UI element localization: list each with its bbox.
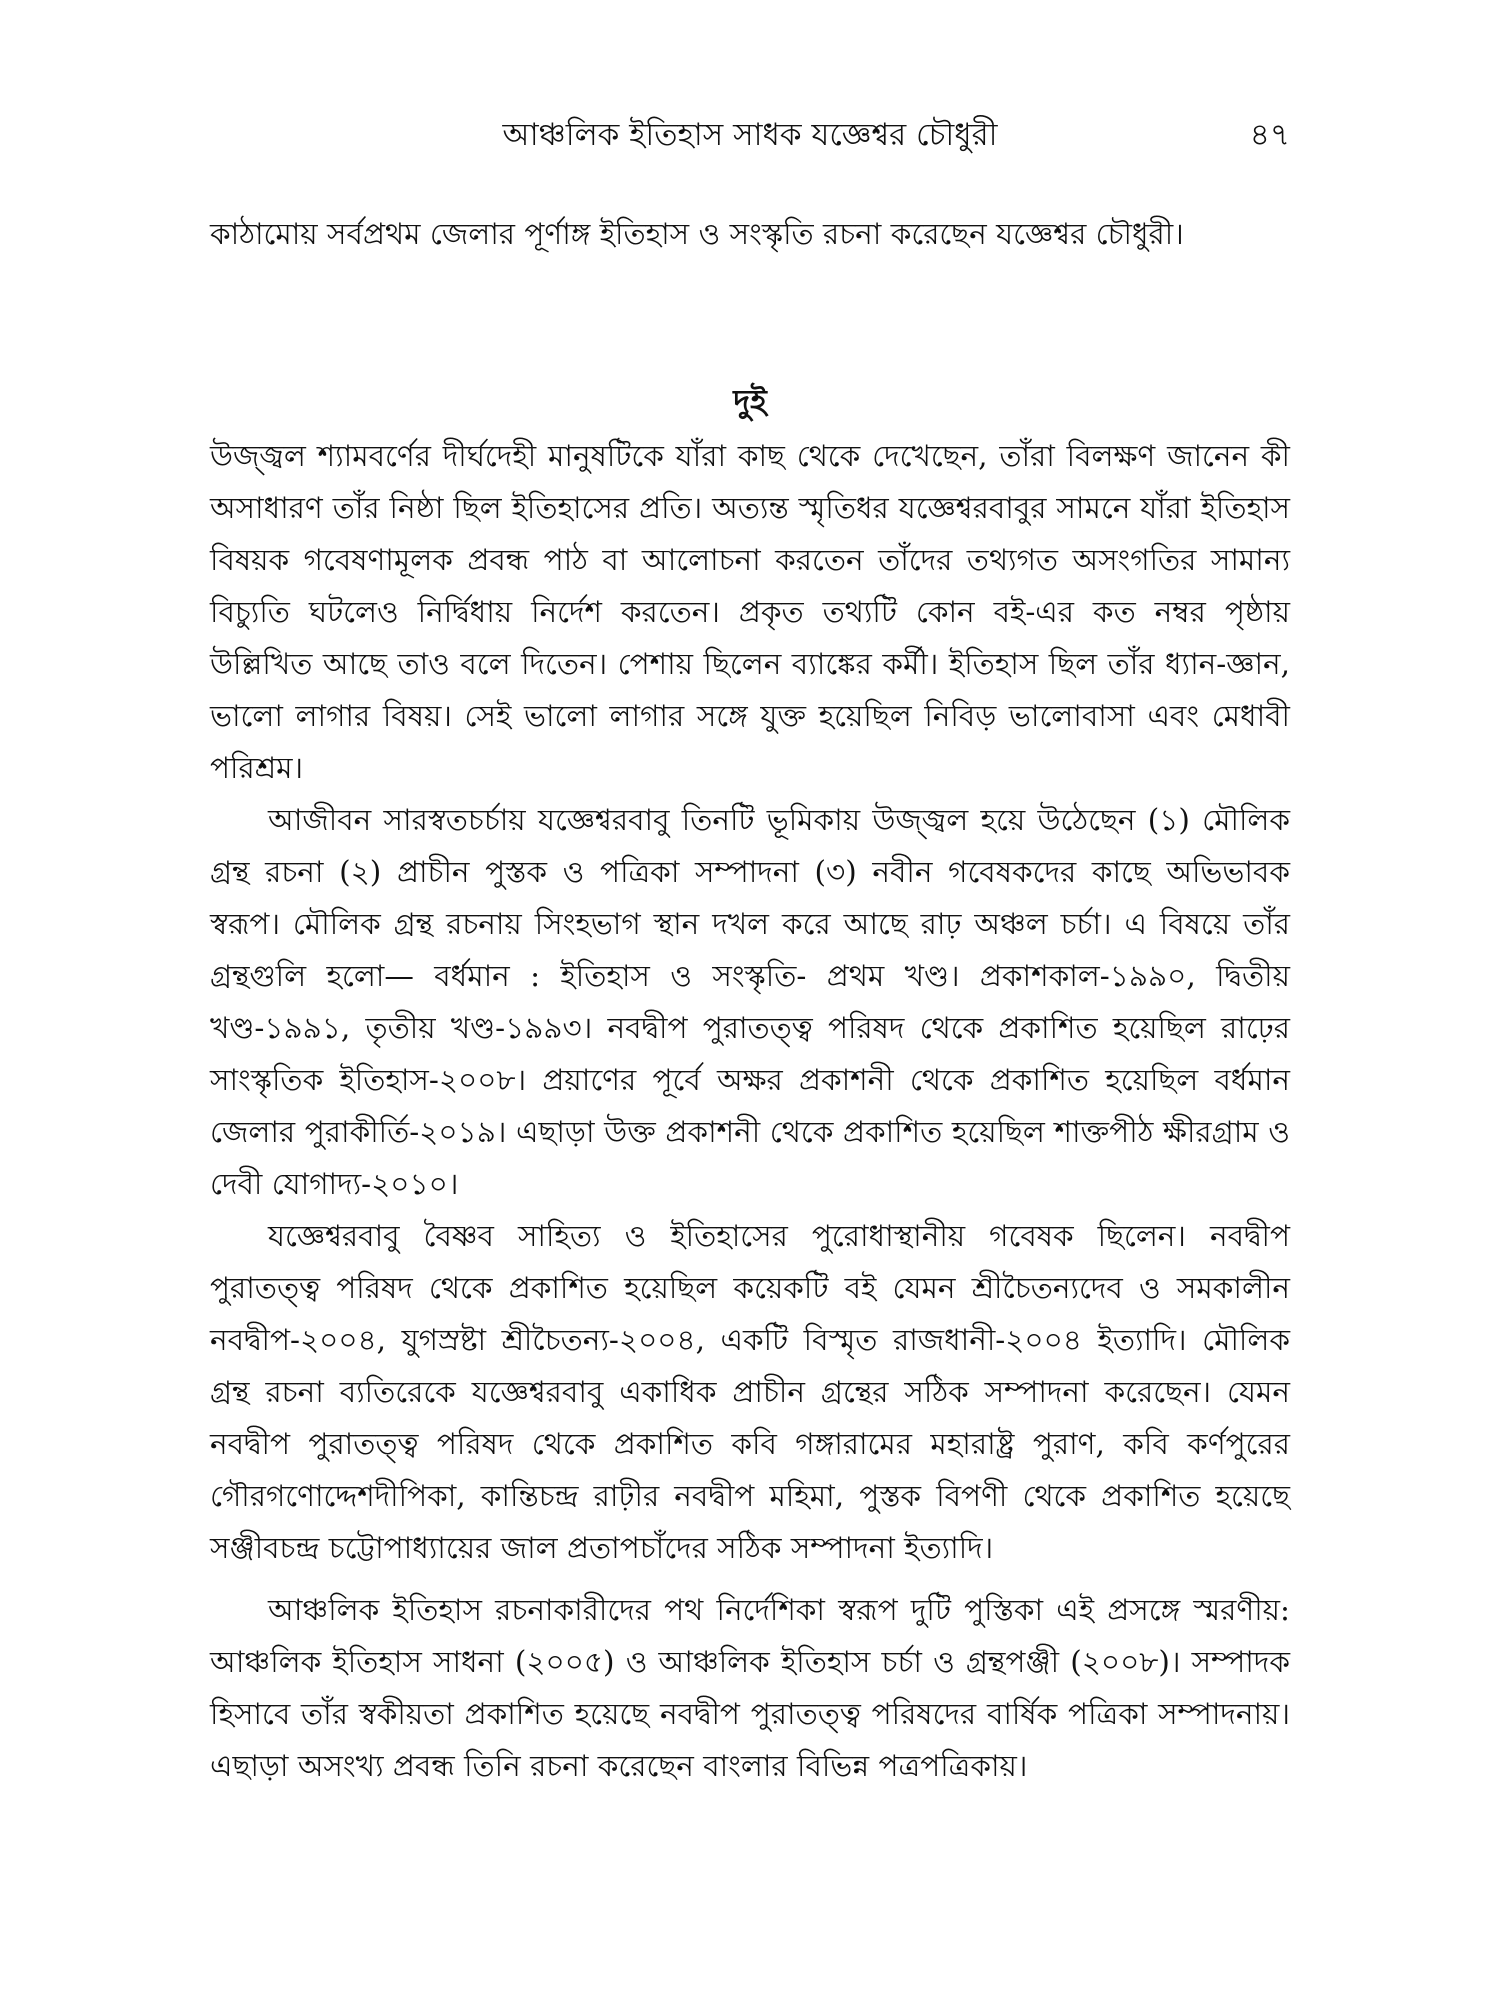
running-header	[210, 110, 1290, 160]
paragraph-2: আজীবন সারস্বতচর্চায় যজ্ঞেশ্বরবাবু তিনটি ভূমিকায় উজ্জ্বল হয়ে উঠেছেন (১) মৌলিক গ্রন্থ রচনা (২) প্রাচীন পুস্তক ও পত্রিকা সম্পাদনা (৩) নবীন গবেষকদের কাছে অভিভাবক স্বরূপ। মৌলিক গ্রন্থ রচনায় সিংহভাগ স্থান দখল করে আছে রাঢ় অঞ্চল চর্চা। এ বিষয়ে তাঁর গ্রন্থগুলি হলো— বর্ধমান : ইতিহাস ও সংস্কৃতি- প্রথম খণ্ড। প্রকাশকাল-১৯৯০, দ্বিতীয় খণ্ড-১৯৯১, তৃতীয় খণ্ড-১৯৯৩। নবদ্বীপ পুরাতত্ত্ব পরিষদ থেকে প্রকাশিত হয়েছিল রাঢ়ের সাংস্কৃতিক ইতিহাস-২০০৮। প্রয়াণের পূর্বে অক্ষর প্রকাশনী থেকে প্রকাশিত হয়েছিল বর্ধমান জেলার পুরাকীর্তি-২০১৯। এছাড়া উক্ত প্রকাশনী থেকে প্রকাশিত হয়েছিল শাক্তপীঠ ক্ষীরগ্রাম ও দেবী যোগাদ্য-২০১০।	[210, 803, 1290, 1201]
main-text-block	[210, 430, 1290, 1792]
paragraph-4: আঞ্চলিক ইতিহাস রচনাকারীদের পথ নির্দেশিকা স্বরূপ দুটি পুস্তিকা এই প্রসঙ্গে স্মরণীয়: আঞ্চলিক ইতিহাস সাধনা (২০০৫) ও আঞ্চলিক ইতিহাস চর্চা ও গ্রন্থপঞ্জী (২০০৮)। সম্পাদক হিসাবে তাঁর স্বকীয়তা প্রকাশিত হয়েছে নবদ্বীপ পুরাতত্ত্ব পরিষদের বার্ষিক পত্রিকা সম্পাদনায়। এছাড়া অসংখ্য প্রবন্ধ তিনি রচনা করেছেন বাংলার বিভিন্ন পত্রপত্রিকায়।	[210, 1593, 1290, 1783]
page-number: ৪৭	[1249, 117, 1290, 153]
paragraph-3: যজ্ঞেশ্বরবাবু বৈষ্ণব সাহিত্য ও ইতিহাসের পুরোধাস্থানীয় গবেষক ছিলেন। নবদ্বীপ পুরাতত্ত্ব পরিষদ থেকে প্রকাশিত হয়েছিল কয়েকটি বই যেমন শ্রীচৈতন্যদেব ও সমকালীন নবদ্বীপ-২০০৪, যুগস্রষ্টা শ্রীচৈতন্য-২০০৪, একটি বিস্মৃত রাজধানী-২০০৪ ইত্যাদি। মৌলিক গ্রন্থ রচনা ব্যতিরেকে যজ্ঞেশ্বরবাবু একাধিক প্রাচীন গ্রন্থের সঠিক সম্পাদনা করেছেন। যেমন নবদ্বীপ পুরাতত্ত্ব পরিষদ থেকে প্রকাশিত কবি গঙ্গারামের মহারাষ্ট্র পুরাণ, কবি কর্ণপুরের গৌরগণোদ্দেশদীপিকা, কান্তিচন্দ্র রাঢ়ীর নবদ্বীপ মহিমা, পুস্তক বিপণী থেকে প্রকাশিত হয়েছে সঞ্জীবচন্দ্র চট্টোপাধ্যায়ের জাল প্রতাপচাঁদের সঠিক সম্পাদনা ইত্যাদি।	[210, 1219, 1290, 1565]
intro-text-block	[210, 208, 1290, 260]
intro-paragraph: কাঠামোয় সর্বপ্রথম জেলার পূর্ণাঙ্গ ইতিহাস ও সংস্কৃতি রচনা করেছেন যজ্ঞেশ্বর চৌধুরী।	[210, 217, 1184, 251]
paragraph-1: উজ্জ্বল শ্যামবর্ণের দীর্ঘদেহী মানুষটিকে যাঁরা কাছ থেকে দেখেছেন, তাঁরা বিলক্ষণ জানেন কী অসাধারণ তাঁর নিষ্ঠা ছিল ইতিহাসের প্রতি। অত্যন্ত স্মৃতিধর যজ্ঞেশ্বরবাবুর সামনে যাঁরা ইতিহাস বিষয়ক গবেষণামূলক প্রবন্ধ পাঠ বা আলোচনা করতেন তাঁদের তথ্যগত অসংগতির সামান্য বিচ্যুতি ঘটলেও নির্দ্বিধায় নির্দেশ করতেন। প্রকৃত তথ্যটি কোন বই-এর কত নম্বর পৃষ্ঠায় উল্লিখিত আছে তাও বলে দিতেন। পেশায় ছিলেন ব্যাঙ্কের কর্মী। ইতিহাস ছিল তাঁর ধ্যান-জ্ঞান, ভালো লাগার বিষয়। সেই ভালো লাগার সঙ্গে যুক্ত হয়েছিল নিবিড় ভালোবাসা এবং মেধাবী পরিশ্রম।	[210, 439, 1290, 785]
section-heading: দুই	[733, 382, 767, 420]
chapter-title: আঞ্চলিক ইতিহাস সাধক যজ্ঞেশ্বর চৌধুরী	[502, 117, 998, 153]
